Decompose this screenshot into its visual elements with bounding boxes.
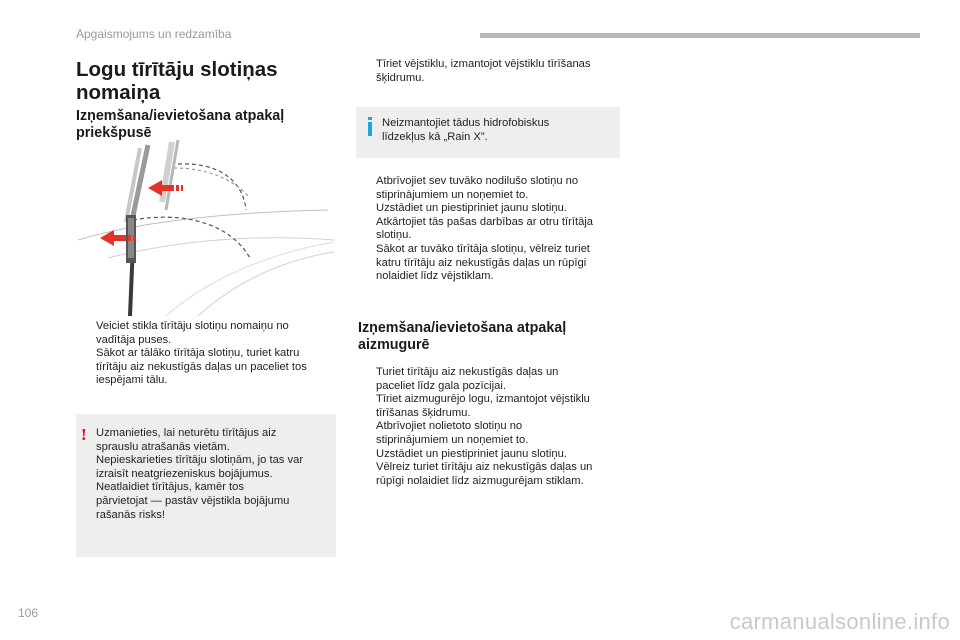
warning-text: Uzmanieties, lai neturētu tīrītājus aiz sprauslu atrašanās vietām. Nepieskarieties tīrītāju slotiņām, jo tas var izraisīt neatgriezeniskus bojājumus. Neatlaidiet tīrītājus, kamēr tos pārvietojat — pastāv vējstikla bojājumu rašanās risks! [96, 427, 304, 521]
rear-heading-line2: aizmugurē [358, 336, 430, 353]
rear-steps-list [358, 366, 624, 488]
exclamation-icon: ! [81, 425, 87, 444]
page-number: 106 [18, 606, 39, 620]
wiper-blade-replacement-illustration [78, 140, 334, 316]
rear-step-2: Tīriet aizmugurējo logu, izmantojot vējstiklu tīrīšanas šķidrumu. [376, 393, 590, 419]
warning-box [76, 414, 336, 557]
info-text: Neizmantojiet tādus hidrofobiskus līdzekļus kā „Rain X”. [382, 117, 550, 143]
front-steps-list [78, 320, 336, 388]
info-box [356, 107, 620, 158]
rear-step-5: Vēlreiz turiet tīrītāju aiz nekustīgās daļas un rūpīgi nolaidiet līdz aizmugurējam stiklam. [376, 461, 593, 487]
page-title [76, 58, 316, 104]
page-title-line2: nomaiņa [76, 81, 161, 104]
rear-heading [358, 320, 622, 353]
right-step-4: Sākot ar tuvāko tīrītāja slotiņu, vēlreiz turiet katru tīrītāju aiz nekustīgās daļas un rūpīgi nolaidiet līdz vējstiklam. [376, 242, 590, 283]
front-step-1: Veiciet stikla tīrītāju slotiņu nomaiņu no vadītāja puses. [96, 320, 289, 346]
rear-heading-line1: Izņemšana/ievietošana atpakaļ [358, 320, 567, 336]
front-heading-line2: priekšpusē [76, 124, 152, 141]
right-top-step: Tīriet vējstiklu, izmantojot vējstiklu tīrīšanas šķidrumu. [376, 58, 591, 84]
front-heading [76, 108, 336, 141]
page-title-line1: Logu tīrītāju slotiņas [76, 58, 278, 81]
right-top-step-list [358, 58, 620, 85]
rear-step-1: Turiet tīrītāju aiz nekustīgās daļas un paceliet līdz gala pozīcijai. [376, 366, 559, 392]
wiper-illustration-svg [78, 140, 334, 316]
front-heading-line1: Izņemšana/ievietošana atpakaļ [76, 108, 285, 124]
right-steps-list [358, 175, 624, 284]
section-header: Apgaismojums un redzamība [76, 27, 232, 41]
right-step-3: Atkārtojiet tās pašas darbības ar otru tīrītāja slotiņu. [376, 215, 594, 242]
header-divider [480, 33, 920, 38]
front-step-2: Sākot ar tālāko tīrītāja slotiņu, turiet katru tīrītāju aiz nekustīgās daļas un paceliet tos iespējami tālu. [96, 347, 307, 387]
watermark: carmanualsonline.info [729, 609, 950, 634]
rear-step-3: Atbrīvojiet nolietoto slotiņu no stiprinājumiem un noņemiet to. [376, 420, 529, 446]
right-step-2: Uzstādiet un piestipriniet jaunu slotiņu. [376, 202, 567, 215]
right-step-1: Atbrīvojiet sev tuvāko nodilušo slotiņu no stiprinājumiem un noņemiet to. [376, 175, 579, 201]
rear-step-4: Uzstādiet un piestipriniet jaunu slotiņu. [376, 447, 567, 460]
info-icon [368, 122, 372, 136]
